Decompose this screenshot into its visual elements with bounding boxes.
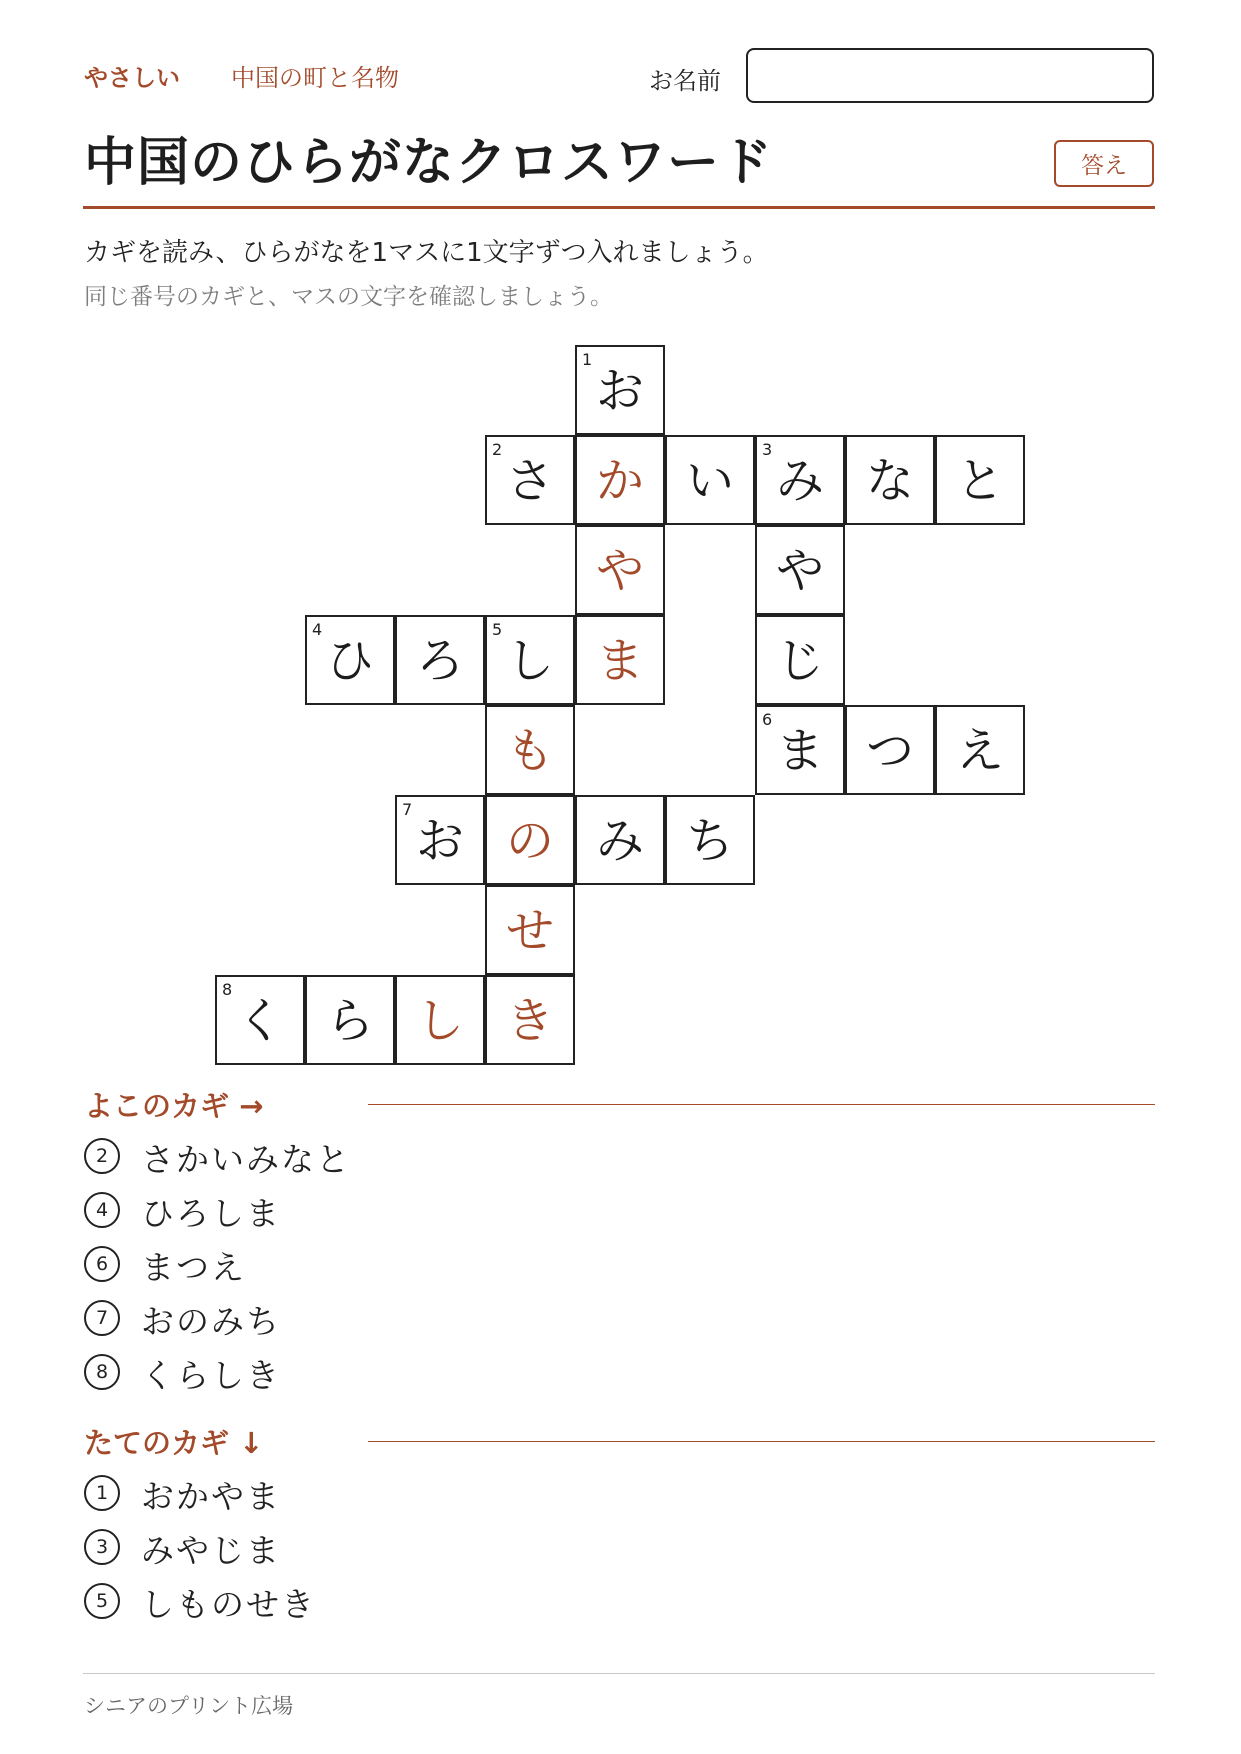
clue-number: 7 [402, 800, 413, 819]
clue-number: 2 [492, 440, 503, 459]
cell-letter: じ [775, 633, 824, 689]
cell-letter: つ [865, 723, 914, 779]
grid-cell[interactable] [485, 615, 575, 705]
grid-cell[interactable] [395, 615, 485, 705]
grid-cell[interactable] [575, 525, 665, 615]
down-clues-title: たてのカギ ↓ [84, 1426, 264, 1460]
clue-number: 6 [762, 710, 773, 729]
clue-number: 5 [492, 620, 503, 639]
page-title: 中国のひらがなクロスワード [84, 133, 774, 193]
cell-letter: か [595, 453, 644, 509]
cell-letter: ひ [325, 633, 374, 689]
grid-cell[interactable] [485, 795, 575, 885]
clue-text: まつえ [141, 1248, 246, 1287]
cell-letter: み [775, 453, 824, 509]
grid-cell[interactable] [305, 975, 395, 1065]
clue-number: 8 [222, 980, 233, 999]
grid-cell[interactable] [485, 885, 575, 975]
crossword-grid [216, 346, 1024, 1066]
cell-letter: い [685, 453, 734, 509]
grid-cell[interactable] [935, 435, 1025, 525]
cell-letter: ろ [415, 633, 464, 689]
clue-number-circle: 8 [84, 1354, 120, 1390]
clue-text: みやじま [141, 1531, 281, 1570]
grid-cell[interactable] [395, 795, 485, 885]
grid-cell[interactable] [575, 345, 665, 435]
cell-letter: お [415, 813, 464, 869]
grid-cell[interactable] [755, 615, 845, 705]
cell-letter: く [235, 993, 284, 1049]
cell-letter: ま [595, 633, 644, 689]
clue-number-circle: 1 [84, 1475, 120, 1511]
grid-cell[interactable] [845, 435, 935, 525]
grid-cell[interactable] [395, 975, 485, 1065]
clue-number: 3 [762, 440, 773, 459]
instruction-sub: 同じ番号のカギと、マスの文字を確認しましょう。 [84, 284, 613, 310]
grid-cell[interactable] [575, 615, 665, 705]
grid-cell[interactable] [755, 435, 845, 525]
grid-cell[interactable] [485, 435, 575, 525]
cell-letter: せ [505, 903, 554, 959]
clue-text: しものせき [141, 1585, 316, 1624]
cell-letter: ち [685, 813, 734, 869]
clue-text: さかいみなと [141, 1140, 351, 1179]
footer-credit: シニアのプリント広場 [84, 1694, 294, 1718]
cell-letter: し [505, 633, 554, 689]
cell-letter: ま [775, 723, 824, 779]
grid-cell[interactable] [575, 795, 665, 885]
name-label: お名前 [649, 67, 721, 95]
grid-cell[interactable] [935, 705, 1025, 795]
cell-letter: と [955, 453, 1004, 509]
cell-letter: や [595, 543, 644, 599]
title-divider [83, 206, 1155, 209]
cell-letter: お [595, 363, 644, 419]
clue-number-circle: 3 [84, 1529, 120, 1565]
clue-number-circle: 5 [84, 1583, 120, 1619]
cell-letter: も [505, 723, 554, 779]
difficulty-label: やさしい [84, 64, 180, 92]
name-field[interactable] [746, 48, 1154, 103]
cell-letter: し [415, 993, 464, 1049]
cell-letter: の [505, 813, 554, 869]
clue-number-circle: 2 [84, 1138, 120, 1174]
grid-cell[interactable] [845, 705, 935, 795]
grid-cell[interactable] [755, 705, 845, 795]
grid-cell[interactable] [575, 435, 665, 525]
clue-number: 4 [312, 620, 323, 639]
across-divider [368, 1104, 1155, 1105]
footer-divider [83, 1673, 1155, 1674]
clue-number-circle: 4 [84, 1192, 120, 1228]
cell-letter: き [505, 993, 554, 1049]
clue-number-circle: 7 [84, 1300, 120, 1336]
cell-letter: ら [325, 993, 374, 1049]
clue-text: ひろしま [141, 1194, 281, 1233]
instruction-main: カギを読み、ひらがなを1マスに1文字ずつ入れましょう。 [84, 238, 769, 268]
answer-button[interactable]: 答え [1054, 140, 1154, 187]
cell-letter: な [865, 453, 914, 509]
clue-number-circle: 6 [84, 1246, 120, 1282]
clue-text: おかやま [141, 1477, 281, 1516]
grid-cell[interactable] [485, 705, 575, 795]
grid-cell[interactable] [665, 795, 755, 885]
cell-letter: さ [505, 453, 554, 509]
down-divider [368, 1441, 1155, 1442]
clue-number: 1 [582, 350, 593, 369]
grid-cell[interactable] [215, 975, 305, 1065]
grid-cell[interactable] [755, 525, 845, 615]
grid-cell[interactable] [485, 975, 575, 1065]
cell-letter: み [595, 813, 644, 869]
grid-cell[interactable] [665, 435, 755, 525]
cell-letter: や [775, 543, 824, 599]
clue-text: おのみち [141, 1302, 281, 1341]
cell-letter: え [955, 723, 1004, 779]
grid-cell[interactable] [305, 615, 395, 705]
topic-label: 中国の町と名物 [231, 64, 399, 92]
clue-text: くらしき [141, 1356, 281, 1395]
across-clues-title: よこのカギ → [84, 1089, 264, 1123]
